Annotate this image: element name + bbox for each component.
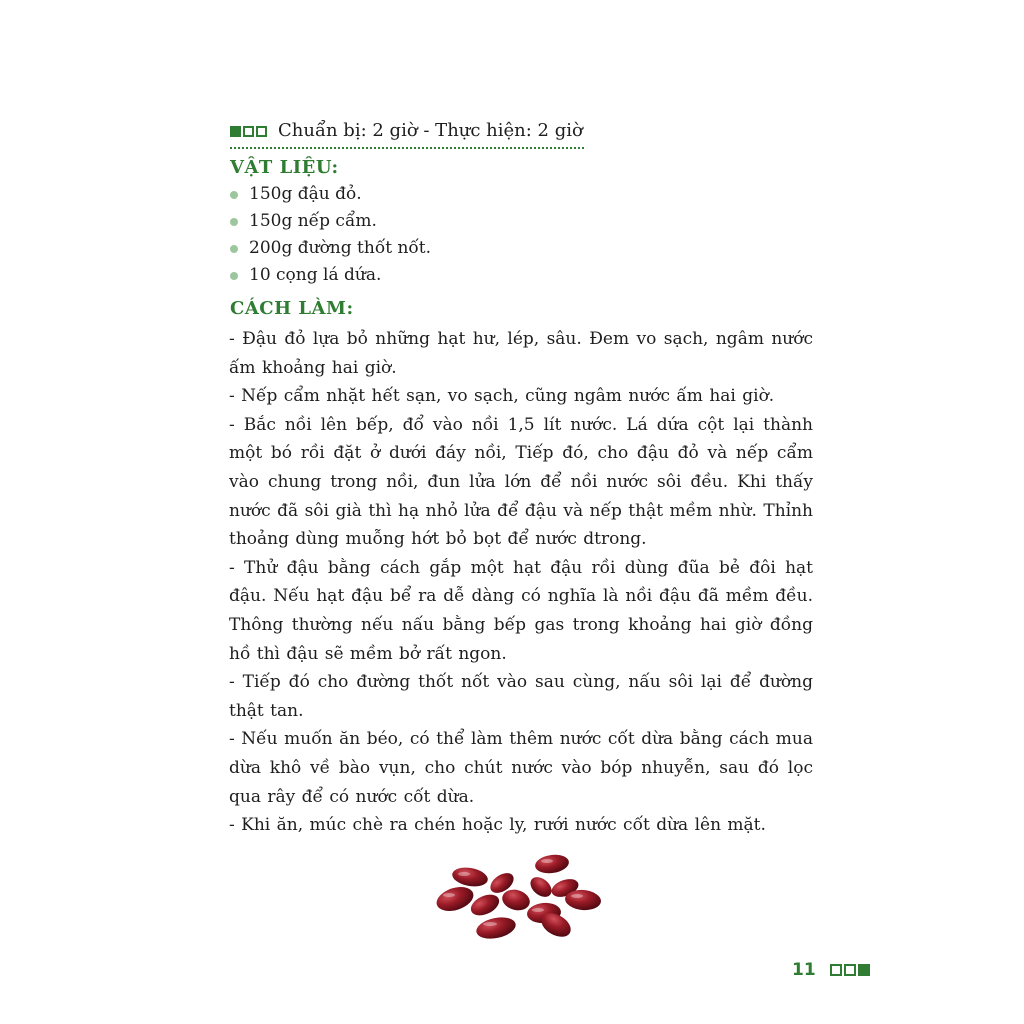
filled-square-icon [858,964,870,976]
ingredient-text: 200g đường thốt nốt. [249,238,432,258]
page-number: 11 [792,960,816,980]
method-paragraph: - Khi ăn, múc chè ra chén hoặc ly, rưới nước cốt dừa lên mặt. [229,815,766,836]
empty-square-icon [844,964,856,976]
ingredient-text: 150g đậu đỏ. [249,184,362,204]
list-item [230,235,431,262]
method-paragraph: - Nếu muốn ăn béo, có thể làm thêm nước cốt dừa bằng cách mua dừa khô về bào vụn, cho chút nước vào bóp nhuyễn, sau đó lọc qua rây để có nước cốt dừa. [229,729,813,807]
method-paragraph: - Thử đậu bằng cách gắp một hạt đậu rồi dùng đũa bẻ đôi hạt đậu. Nếu hạt đậu bể ra dễ dàng có nghĩa là nồi đậu đã mềm đều. Thông thường nếu nấu bằng bếp gas trong khoảng hai giờ đồng hồ thì đậu sẽ mềm bở rất ngon. [229,557,813,664]
empty-square-icon [256,126,267,137]
bullet-icon [230,191,238,199]
empty-square-icon [830,964,842,976]
method-paragraph: - Tiếp đó cho đường thốt nốt vào sau cùng, nấu sôi lại để đường thật tan. [229,672,813,721]
bullet-icon [230,272,238,280]
page-footer [792,960,872,980]
dotted-divider [230,147,584,149]
ingredients-heading: VẬT LIỆU: [230,157,339,178]
ingredients-list [230,181,431,289]
prep-time-line [230,118,590,144]
method-text [229,325,813,840]
empty-square-icon [243,126,254,137]
ingredient-text: 10 cọng lá dứa. [249,265,382,285]
list-item [230,262,431,289]
ingredient-text: 150g nếp cẩm. [249,211,377,231]
method-paragraph: - Nếp cẩm nhặt hết sạn, vo sạch, cũng ngâm nước ấm hai giờ. [229,386,775,407]
bullet-icon [230,218,238,226]
method-paragraph: - Đậu đỏ lựa bỏ những hạt hư, lép, sâu. Đem vo sạch, ngâm nước ấm khoảng hai giờ. [229,329,813,378]
method-heading: CÁCH LÀM: [230,298,354,319]
red-beans-illustration [430,850,610,945]
list-item [230,181,431,208]
filled-square-icon [230,126,241,137]
list-item [230,208,431,235]
method-paragraph: - Bắc nồi lên bếp, đổ vào nồi 1,5 lít nước. Lá dứa cột lại thành một bó rồi đặt ở dưới đáy nồi, Tiếp đó, cho đậu đỏ và nếp cẩm vào chung trong nồi, đun lửa lớn để nồi nước sôi đều. Khi thấy nước đã sôi già thì hạ nhỏ lửa để đậu và nếp thật mềm nhừ. Thỉnh thoảng dùng muỗng hớt bỏ bọt để nước dtrong. [229,414,813,550]
prep-time-text: Chuẩn bị: 2 giờ - Thực hiện: 2 giờ [278,120,583,141]
square-markers-icon [230,126,269,137]
bullet-icon [230,245,238,253]
